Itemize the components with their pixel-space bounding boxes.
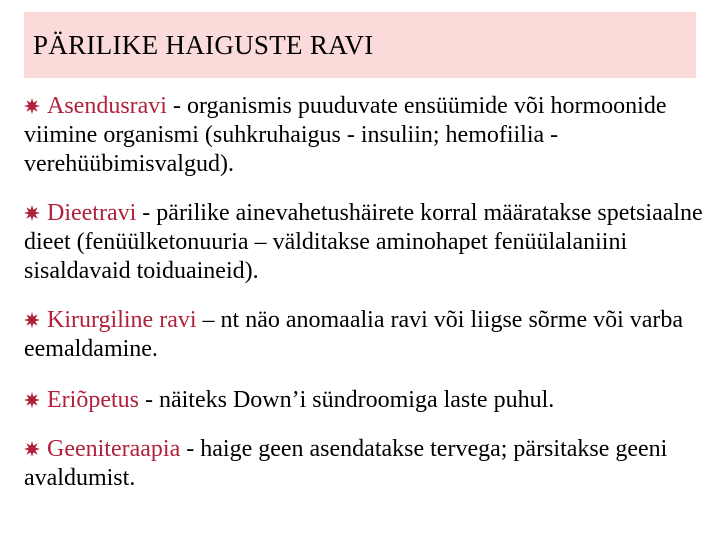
item-text: - organismis puuduvate ensüümide või hormoonide viimine organismi (suhkruhaigus - insuliin; hemofiilia - verehüübimisvalgud). xyxy=(24,93,667,177)
list-item xyxy=(24,306,704,364)
item-term: Kirurgiline ravi xyxy=(47,307,197,333)
list-item xyxy=(24,199,704,286)
starburst-bullet-icon xyxy=(24,312,40,328)
item-term: Eriõpetus xyxy=(47,387,139,413)
item-term: Dieetravi xyxy=(47,200,137,226)
list-item xyxy=(24,435,704,493)
list-item xyxy=(24,386,704,415)
item-term: Asendusravi xyxy=(47,93,167,119)
page-title: PÄRILIKE HAIGUSTE RAVI xyxy=(33,29,374,60)
title-bar xyxy=(24,12,696,78)
list-item xyxy=(24,92,704,179)
starburst-bullet-icon xyxy=(24,441,40,457)
starburst-bullet-icon xyxy=(24,205,40,221)
starburst-bullet-icon xyxy=(24,392,40,408)
item-text: - haige geen asendatakse tervega; pärsitakse geeni avaldumist. xyxy=(24,436,668,491)
item-text: – nt näo anomaalia ravi või liigse sõrme või varba eemaldamine. xyxy=(24,307,684,362)
item-text: - näiteks Down’i sündroomiga laste puhul. xyxy=(138,387,555,413)
starburst-bullet-icon xyxy=(24,98,40,114)
item-term: Geeniteraapia xyxy=(47,436,181,462)
item-text: - pärilike ainevahetushäirete korral määratakse spetsiaalne dieet (fenüülketonuuria – välditakse aminohapet fenüülalaniini sisaldavaid toiduaineid). xyxy=(24,200,703,284)
treatment-list xyxy=(24,92,704,513)
